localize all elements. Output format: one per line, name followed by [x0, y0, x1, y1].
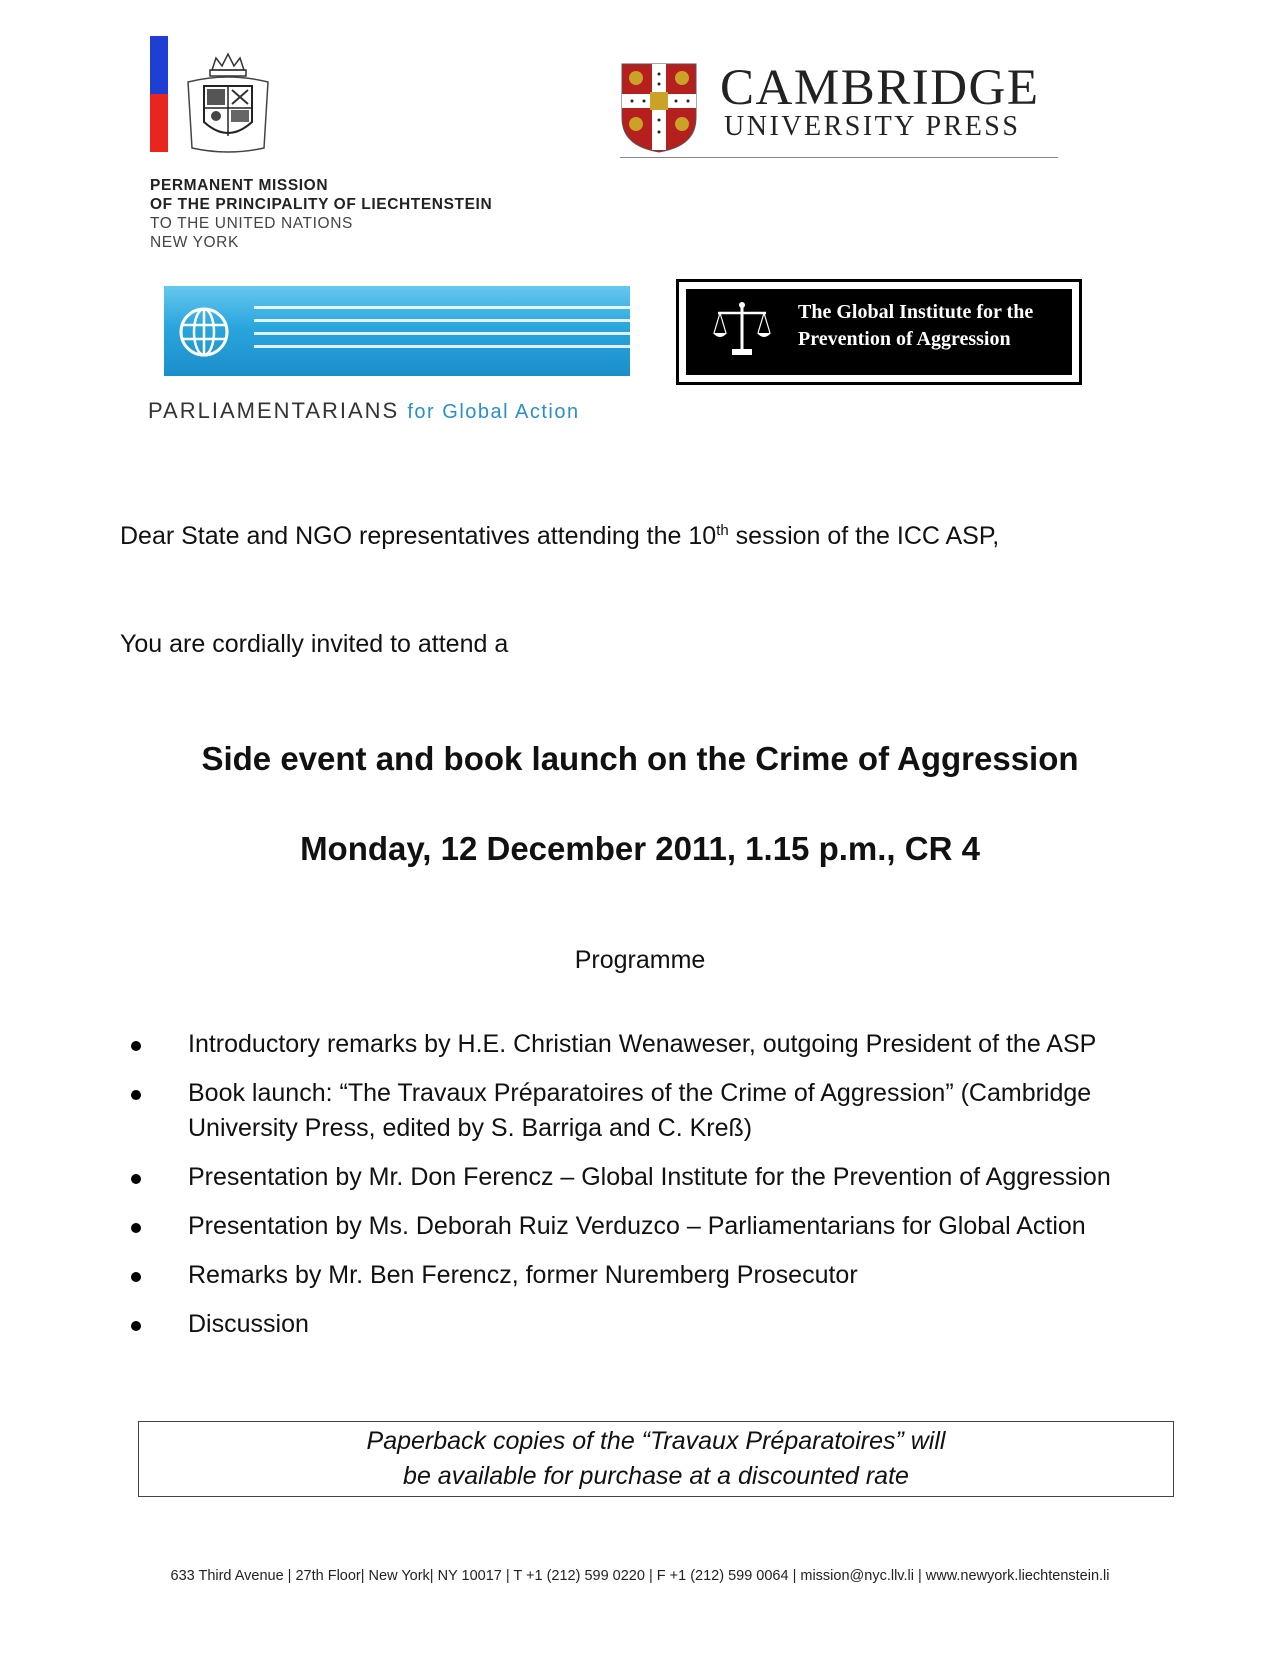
footer-contact: 633 Third Avenue | 27th Floor| New York| NY 10017 | T +1 (212) 599 0220 | F +1 (212) 599 0064 | mission@nyc.llv.li | www.newyork.liechtenstein.li: [170, 1568, 1110, 1584]
bullet-icon: [131, 1223, 141, 1233]
gipa-name-line-1: The Global Institute for the: [798, 301, 1034, 323]
programme-item-text: Presentation by Mr. Don Ferencz – Global Institute for the Prevention of Aggression: [188, 1163, 1111, 1191]
gipa-logo: [676, 279, 1082, 385]
pga-name-part1: PARLIAMENTARIANS: [148, 398, 400, 423]
cambridge-shield-icon: [620, 62, 698, 154]
mission-line-4: NEW YORK: [150, 234, 239, 251]
mission-address-block: [150, 176, 492, 252]
salutation-superscript: th: [716, 522, 729, 539]
programme-list: [120, 1027, 1180, 1356]
programme-heading: Programme: [574, 946, 706, 974]
programme-item-text: Discussion: [188, 1310, 309, 1338]
cambridge-subtitle: UNIVERSITY PRESS: [724, 111, 1021, 142]
programme-item: [120, 1160, 1180, 1195]
pga-banner: [164, 286, 630, 376]
coat-of-arms-icon: [182, 52, 274, 156]
programme-item: [120, 1076, 1180, 1146]
cambridge-title: CAMBRIDGE: [720, 60, 1040, 116]
purchase-note-box: [138, 1421, 1174, 1497]
programme-item-text: Book launch: “The Travaux Préparatoires of the Crime of Aggression” (Cambridge University Press, edited by S. Barriga and C. Kreß): [188, 1079, 1092, 1142]
programme-item-text: Remarks by Mr. Ben Ferencz, former Nuremberg Prosecutor: [188, 1261, 858, 1289]
pga-name: [148, 398, 580, 424]
purchase-note-line-1: Paperback copies of the “Travaux Préparatoires” will: [366, 1427, 946, 1455]
invitation-line: You are cordially invited to attend a: [120, 630, 509, 658]
programme-item: [120, 1027, 1180, 1062]
bullet-icon: [131, 1321, 141, 1331]
bullet-icon: [131, 1090, 141, 1100]
purchase-note-line-2: be available for purchase at a discounted rate: [403, 1462, 909, 1490]
mission-line-3: TO THE UNITED NATIONS: [150, 215, 353, 232]
event-datetime: Monday, 12 December 2011, 1.15 p.m., CR 4: [300, 830, 980, 867]
globe-icon: [178, 306, 230, 358]
flag-red-stripe: [150, 94, 168, 152]
programme-item-text: Presentation by Ms. Deborah Ruiz Verduzco – Parliamentarians for Global Action: [188, 1212, 1086, 1240]
bullet-icon: [131, 1272, 141, 1282]
bullet-icon: [131, 1041, 141, 1051]
gipa-name-line-2: Prevention of Aggression: [798, 328, 1011, 350]
event-title: Side event and book launch on the Crime of Aggression: [201, 740, 1079, 777]
pga-stripe: [254, 345, 630, 348]
liechtenstein-flag: [150, 36, 168, 152]
scales-of-justice-icon: [712, 301, 772, 359]
salutation: [120, 522, 999, 551]
salutation-text-end: session of the ICC ASP,: [728, 522, 1000, 550]
flag-blue-stripe: [150, 36, 168, 94]
mission-line-1: PERMANENT MISSION: [150, 177, 329, 194]
mission-line-2: OF THE PRINCIPALITY OF LIECHTENSTEIN: [150, 196, 493, 213]
pga-stripe: [254, 332, 630, 335]
programme-item-text: Introductory remarks by H.E. Christian Wenaweser, outgoing President of the ASP: [188, 1030, 1097, 1058]
gipa-name: [798, 299, 1033, 353]
pga-name-part2: for Global Action: [407, 401, 580, 423]
pga-stripe: [254, 319, 630, 322]
gipa-logo-inner: [686, 289, 1072, 375]
pga-stripe: [254, 306, 630, 309]
programme-item: [120, 1307, 1180, 1342]
bullet-icon: [131, 1174, 141, 1184]
cambridge-rule: [620, 157, 1058, 158]
programme-item: [120, 1258, 1180, 1293]
programme-item: [120, 1209, 1180, 1244]
salutation-text-start: Dear State and NGO representatives attending the 10: [120, 522, 717, 550]
